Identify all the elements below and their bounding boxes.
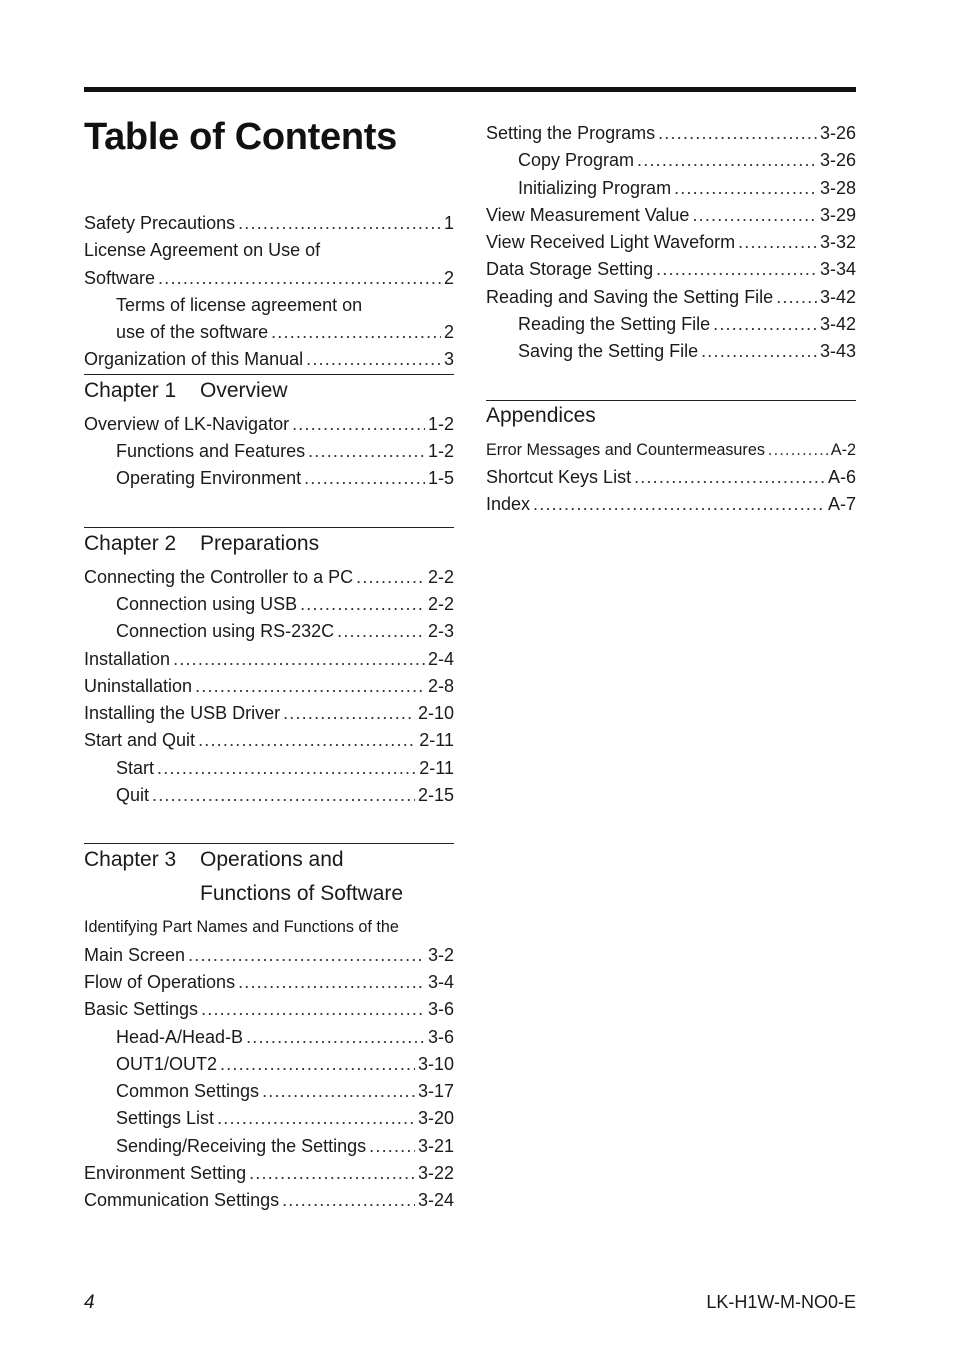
- toc-entry-title: Sending/Receiving the Settings: [116, 1135, 367, 1156]
- toc-leader-dots: [337, 618, 425, 645]
- toc-entry-page: 3-42: [819, 286, 856, 307]
- toc-entry: [486, 202, 856, 229]
- page-number: 4: [84, 1292, 95, 1313]
- toc-entry-title: Head-A/Head-B: [116, 1026, 244, 1047]
- toc-entry-page: 3-20: [417, 1108, 454, 1129]
- toc-entry-page: 3-2: [427, 944, 454, 965]
- chapter-heading: [84, 527, 454, 562]
- toc-entry-title: Common Settings: [116, 1081, 260, 1102]
- toc-entry-page: 3-10: [417, 1053, 454, 1074]
- toc-entry-title: use of the software: [116, 322, 269, 343]
- toc-entry: [84, 646, 454, 673]
- toc-entry: [84, 411, 454, 438]
- toc-entry-page: 3-34: [819, 259, 856, 280]
- toc-entry-page: 3-6: [427, 1026, 454, 1047]
- toc-leader-dots: [701, 338, 817, 365]
- toc-entry-page: 2-10: [417, 703, 454, 724]
- toc-entry: [84, 1105, 454, 1132]
- page-title: Table of Contents: [84, 116, 397, 158]
- toc-leader-dots: [634, 464, 825, 491]
- toc-entry: [486, 464, 856, 491]
- toc-entry-page: 2-11: [419, 730, 454, 751]
- toc-leader-dots: [158, 265, 441, 292]
- toc-entry-page: 3-4: [427, 971, 454, 992]
- toc-entry-title: Reading and Saving the Setting File: [486, 286, 774, 307]
- toc-entry-title: Saving the Setting File: [518, 341, 699, 362]
- toc-entry-page: 3-28: [819, 177, 856, 198]
- toc-entry: [84, 969, 454, 996]
- toc-entry: [486, 175, 856, 202]
- toc-leader-dots: [356, 564, 425, 591]
- toc-leader-dots: [658, 120, 817, 147]
- toc-entry: [486, 147, 856, 174]
- toc-entry-title: License Agreement on Use of: [84, 240, 321, 261]
- toc-entry: [486, 229, 856, 256]
- chapter-heading-line: [84, 878, 454, 912]
- toc-entry-page: 2-2: [427, 566, 454, 587]
- toc-entry-title: Installation: [84, 648, 171, 669]
- toc-leader-dots: [674, 175, 817, 202]
- toc-entry-title: Operating Environment: [116, 468, 302, 489]
- toc-entry-title: View Received Light Waveform: [486, 232, 736, 253]
- toc-leader-dots: [249, 1160, 415, 1187]
- toc-entry-page: 2-4: [427, 648, 454, 669]
- chapter-number: Chapter 3: [84, 848, 177, 872]
- toc-entry-page: 1-2: [427, 441, 454, 462]
- toc-entry: [84, 1051, 454, 1078]
- toc-entry: [84, 700, 454, 727]
- toc-entry: [84, 1078, 454, 1105]
- doc-code: LK-H1W-M-NO0-E: [706, 1292, 856, 1312]
- toc-entry-title: Reading the Setting File: [518, 314, 711, 335]
- toc-leader-dots: [713, 311, 817, 338]
- chapter-title: Preparations: [200, 531, 320, 555]
- toc-leader-dots: [152, 782, 415, 809]
- toc-entry-page: 3-24: [417, 1190, 454, 1211]
- toc-entry-page: 3-43: [819, 341, 856, 362]
- toc-entry-title: Setting the Programs: [486, 123, 656, 143]
- top-rule: [84, 87, 856, 92]
- toc-leader-dots: [283, 700, 415, 727]
- chapter-heading-line: [84, 528, 454, 562]
- toc-right-column: [486, 120, 856, 519]
- chapter-title: Functions of Software: [200, 882, 404, 906]
- toc-entry-title: OUT1/OUT2: [116, 1053, 218, 1074]
- toc-leader-dots: [217, 1105, 415, 1132]
- toc-entry-title: Communication Settings: [84, 1190, 280, 1211]
- toc-entry: [84, 265, 454, 292]
- toc-leader-dots: [157, 755, 416, 782]
- toc-entry-page: 3-6: [427, 999, 454, 1020]
- toc-leader-dots: [282, 1187, 415, 1214]
- toc-front-matter: [84, 210, 454, 374]
- toc-entry-title: Uninstallation: [84, 675, 193, 696]
- toc-leader-dots: [262, 1078, 415, 1105]
- toc-appendices: [486, 400, 856, 519]
- toc-entry: [486, 284, 856, 311]
- chapter-heading-line: [84, 844, 454, 878]
- appendices-heading-rule: [486, 400, 856, 435]
- toc-entry-title: Main Screen: [84, 944, 186, 965]
- toc-entry-page: 2-15: [417, 785, 454, 806]
- toc-entry-title: Flow of Operations: [84, 971, 236, 992]
- toc-entry-page: 1-5: [427, 468, 454, 489]
- toc-entry-title: Quit: [116, 785, 150, 806]
- chapter-number: Chapter 1: [84, 378, 177, 402]
- toc-entry: [84, 1133, 454, 1160]
- toc-entry-page: 2: [443, 267, 454, 288]
- toc-entry-page: 2-3: [427, 621, 454, 642]
- toc-leader-dots: [533, 491, 825, 518]
- chapter-heading-line: [84, 375, 454, 409]
- toc-entry-title: Connection using RS-232C: [116, 621, 335, 642]
- toc-leader-dots: [768, 437, 828, 464]
- toc-entry-title: Error Messages and Countermeasures: [486, 440, 765, 459]
- toc-entry: [84, 237, 454, 264]
- toc-entry-title: Functions and Features: [116, 441, 306, 462]
- toc-left-column: [84, 210, 454, 1215]
- toc-entry-title: Data Storage Setting: [486, 259, 654, 280]
- toc-entry-page: 3-26: [819, 123, 856, 143]
- toc-entry-title: Software: [84, 267, 156, 288]
- toc-entry-title: Overview of LK-Navigator: [84, 413, 290, 434]
- toc-entry-title: Start: [116, 757, 155, 778]
- toc-entry-page: A-6: [827, 466, 856, 487]
- toc-entry-title: Terms of license agreement on: [116, 294, 363, 315]
- toc-entry: [486, 338, 856, 365]
- toc-entry: [84, 346, 454, 373]
- toc-leader-dots: [195, 673, 425, 700]
- chapter-title: Operations and: [200, 848, 344, 872]
- toc-leader-dots: [308, 438, 425, 465]
- toc-leader-dots: [201, 996, 425, 1023]
- toc-entry: [84, 618, 454, 645]
- toc-entry: [84, 996, 454, 1023]
- toc-entry-title: Installing the USB Driver: [84, 703, 281, 724]
- toc-chapter3-continued: [486, 120, 856, 366]
- toc-entry-title: Identifying Part Names and Functions of the: [84, 918, 399, 937]
- toc-entry-title: Connection using USB: [116, 593, 298, 614]
- toc-chapter-section: [84, 843, 454, 1214]
- toc-leader-dots: [369, 1133, 415, 1160]
- toc-entry-page: 3-17: [417, 1081, 454, 1102]
- toc-leader-dots: [637, 147, 817, 174]
- toc-leader-dots: [173, 646, 425, 673]
- toc-entry-title: Index: [486, 494, 531, 515]
- toc-entry: [486, 311, 856, 338]
- toc-leader-dots: [238, 210, 441, 237]
- toc-entry-page: A-2: [830, 440, 856, 459]
- toc-leader-dots: [246, 1024, 425, 1051]
- toc-entry-page: 3: [443, 349, 454, 370]
- toc-leader-dots: [692, 202, 817, 229]
- toc-entry-title: Copy Program: [518, 150, 635, 171]
- toc-leader-dots: [271, 319, 441, 346]
- toc-entry-page: A-7: [827, 494, 856, 515]
- toc-leader-dots: [300, 591, 425, 618]
- toc-leader-dots: [220, 1051, 415, 1078]
- toc-entry: [486, 256, 856, 283]
- toc-entry: [84, 727, 454, 754]
- toc-entry-title: Settings List: [116, 1108, 215, 1129]
- toc-entry: [84, 1024, 454, 1051]
- toc-entry-page: 3-32: [819, 232, 856, 253]
- chapter-heading: [84, 843, 454, 912]
- toc-entry: [486, 120, 856, 147]
- toc-leader-dots: [198, 727, 416, 754]
- toc-entry-page: 2-2: [427, 593, 454, 614]
- toc-entry: [84, 465, 454, 492]
- toc-entry-page: 2-11: [419, 757, 454, 778]
- toc-entry-title: Connecting the Controller to a PC: [84, 566, 354, 587]
- toc-entry: [84, 438, 454, 465]
- toc-entry-title: Environment Setting: [84, 1163, 247, 1184]
- toc-entry-title: Initializing Program: [518, 177, 672, 198]
- toc-entry: [84, 210, 454, 237]
- toc-entry: [486, 437, 856, 464]
- toc-entry-title: Start and Quit: [84, 730, 196, 751]
- toc-entry: [84, 942, 454, 969]
- toc-chapter-section: [84, 374, 454, 493]
- chapter-title: Overview: [200, 378, 288, 402]
- toc-entry-page: 3-42: [819, 314, 856, 335]
- toc-entry-page: 1-2: [427, 413, 454, 434]
- toc-entry-title: Shortcut Keys List: [486, 466, 632, 487]
- toc-leader-dots: [656, 256, 817, 283]
- toc-entry: [84, 755, 454, 782]
- chapter-heading: [84, 374, 454, 409]
- toc-entry: [84, 292, 454, 319]
- toc-leader-dots: [306, 346, 441, 373]
- toc-leader-dots: [776, 284, 817, 311]
- toc-entry: [84, 1187, 454, 1214]
- toc-entry: [84, 1160, 454, 1187]
- toc-leader-dots: [738, 229, 817, 256]
- toc-entry-page: 3-21: [417, 1135, 454, 1156]
- chapter-number: Chapter 2: [84, 531, 177, 555]
- toc-leader-dots: [304, 465, 425, 492]
- toc-leader-dots: [292, 411, 425, 438]
- toc-entry-page: 1: [443, 213, 454, 233]
- toc-entry: [84, 914, 454, 941]
- toc-entry-page: 3-22: [417, 1163, 454, 1184]
- toc-entry-title: Organization of this Manual: [84, 349, 304, 370]
- toc-entry-title: View Measurement Value: [486, 204, 690, 225]
- toc-leader-dots: [238, 969, 425, 996]
- toc-entry: [84, 591, 454, 618]
- toc-entry: [486, 491, 856, 518]
- toc-entry-page: 3-29: [819, 204, 856, 225]
- toc-entry: [84, 673, 454, 700]
- toc-entry-page: 3-26: [819, 150, 856, 171]
- toc-entry: [84, 782, 454, 809]
- toc-leader-dots: [188, 942, 425, 969]
- toc-entry-page: 2-8: [427, 675, 454, 696]
- toc-entry-title: Safety Precautions: [84, 213, 236, 233]
- toc-entry: [84, 319, 454, 346]
- appendices-heading: Appendices: [486, 403, 596, 427]
- toc-entry-page: 2: [443, 322, 454, 343]
- toc-chapter-section: [84, 527, 454, 810]
- toc-entry: [84, 564, 454, 591]
- toc-entry-title: Basic Settings: [84, 999, 199, 1020]
